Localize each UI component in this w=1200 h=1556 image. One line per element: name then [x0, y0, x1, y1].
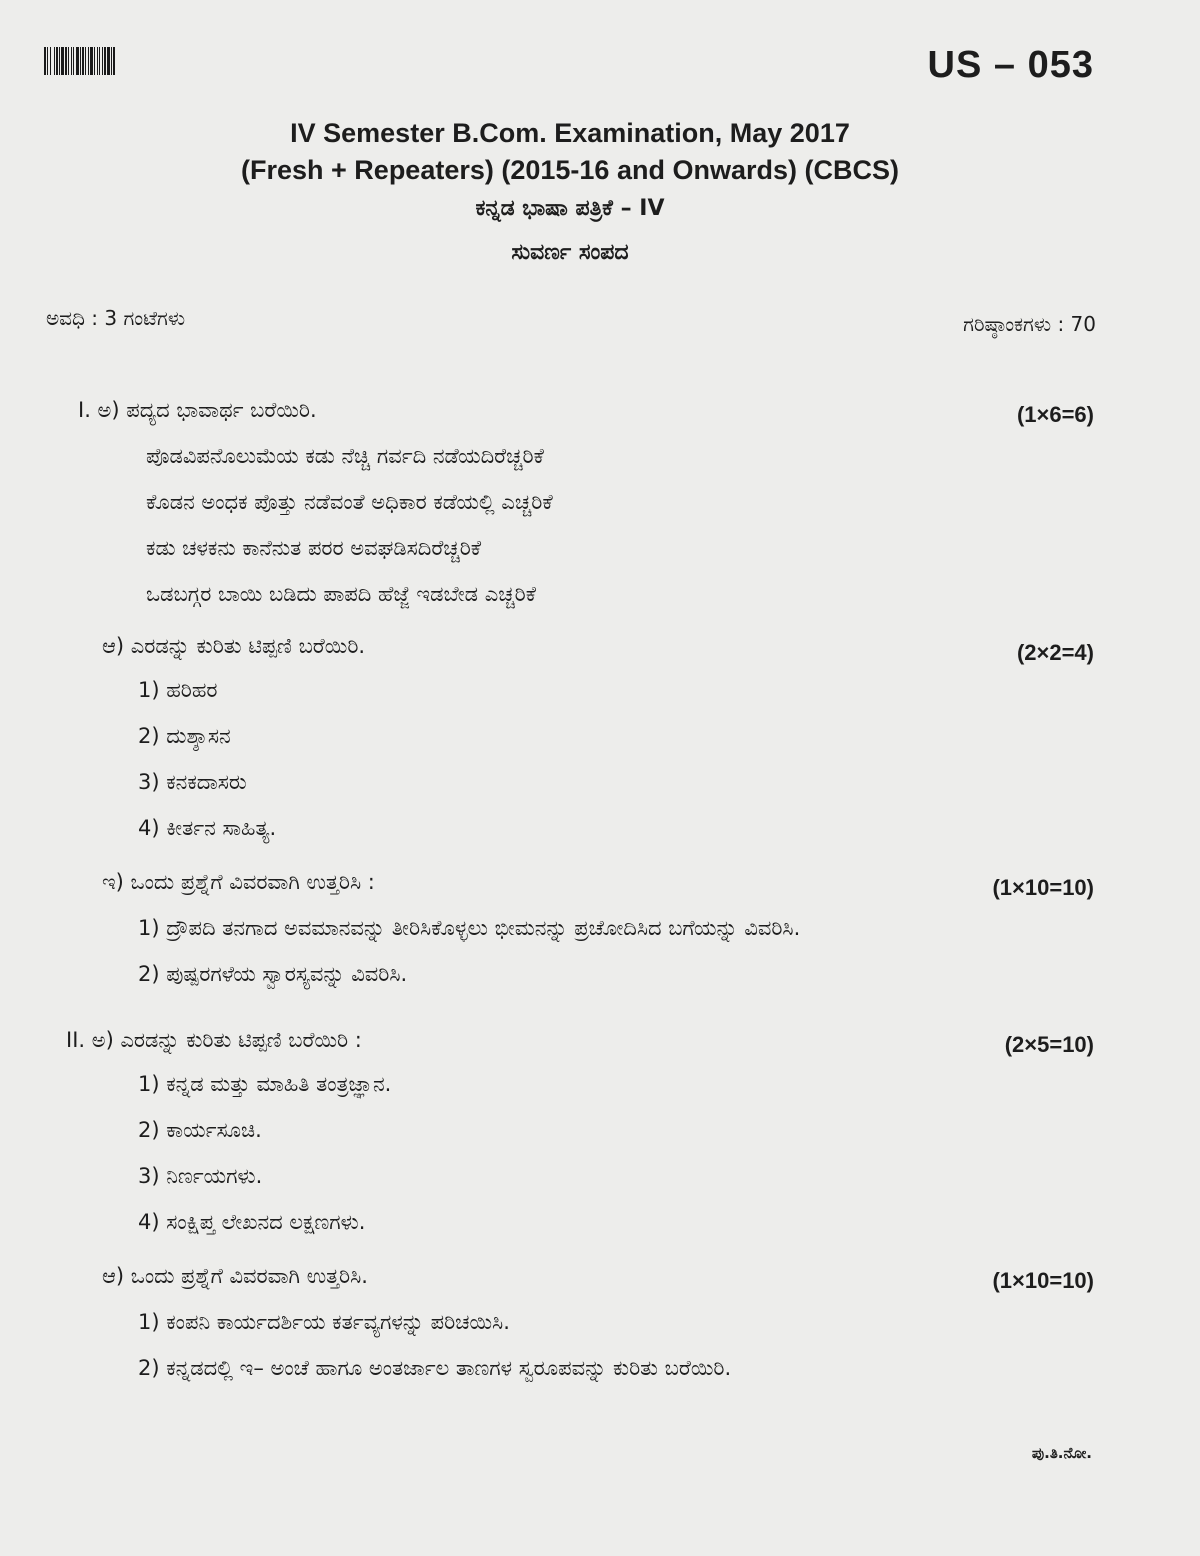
question-2a-label: II. ಅ) ಎರಡನ್ನು ಕುರಿತು ಟಿಪ್ಪಣಿ ಬರೆಯಿರಿ : [66, 1028, 362, 1052]
question-1c-marks: (1×10=10) [992, 875, 1094, 900]
question-2a-marks: (2×5=10) [1004, 1032, 1094, 1057]
list-item: 2) ಕಾರ್ಯಸೂಚಿ. [138, 1118, 262, 1142]
max-marks: ಗರಿಷ್ಠಾಂಕಗಳು : 70 [963, 312, 1096, 336]
verse-line: ಪೊಡವಿಪನೊಲುಮೆಯ ಕಡು ನೆಚ್ಚಿ ಗರ್ವದಿ ನಡೆಯದಿರೆಚ್ಚರಿಕೆ [146, 444, 544, 468]
verse-line: ಒಡಬಗ್ಗರ ಬಾಯಿ ಬಡಿದು ಪಾಪದಿ ಹೆಜ್ಜೆ ಇಡಬೇಡ ಎಚ್ಚರಿಕೆ [146, 582, 537, 606]
list-item: 1) ಕಂಪನಿ ಕಾರ್ಯದರ್ಶಿಯ ಕರ್ತವ್ಯಗಳನ್ನು ಪರಿಚಯಿಸಿ. [138, 1310, 510, 1334]
barcode [44, 47, 214, 75]
question-2b-marks: (1×10=10) [992, 1268, 1094, 1293]
exam-subtitle: (Fresh + Repeaters) (2015-16 and Onwards) (CBCS) [241, 155, 899, 185]
paper-code: US – 053 [927, 44, 1094, 86]
list-item: 2) ಕನ್ನಡದಲ್ಲಿ ಇ– ಅಂಚೆ ಹಾಗೂ ಅಂತರ್ಜಾಲ ತಾಣಗಳ ಸ್ವರೂಪವನ್ನು ಕುರಿತು ಬರೆಯಿರಿ. [138, 1356, 732, 1380]
list-item: 2) ದುಶ್ಶಾಸನ [138, 724, 231, 748]
question-1c-label: ಇ) ಒಂದು ಪ್ರಶ್ನೆಗೆ ವಿವರವಾಗಿ ಉತ್ತರಿಸಿ : [102, 870, 375, 894]
text-book-name: ಸುವರ್ಣ ಸಂಪದ [511, 240, 629, 265]
list-item: 2) ಪುಷ್ಪರಗಳೆಯ ಸ್ವಾರಸ್ಯವನ್ನು ವಿವರಿಸಿ. [138, 962, 408, 986]
paper-name: ಕನ್ನಡ ಭಾಷಾ ಪತ್ರಿಕೆ – IV [475, 196, 665, 221]
question-1b-marks: (2×2=4) [1016, 640, 1094, 665]
question-1a-marks: (1×6=6) [1016, 402, 1094, 427]
duration: ಅವಧಿ : 3 ಗಂಟೆಗಳು [46, 306, 186, 330]
list-item: 4) ಕೀರ್ತನ ಸಾಹಿತ್ಯ. [138, 816, 277, 840]
exam-title: IV Semester B.Com. Examination, May 2017 [290, 118, 850, 148]
list-item: 1) ಕನ್ನಡ ಮತ್ತು ಮಾಹಿತಿ ತಂತ್ರಜ್ಞಾನ. [138, 1072, 392, 1096]
list-item: 3) ಕನಕದಾಸರು [138, 770, 247, 794]
verse-line: ಕಡು ಚಳಕನು ಕಾನೆನುತ ಪರರ ಅವಘಡಿಸದಿರೆಚ್ಚರಿಕೆ [146, 536, 482, 560]
list-item: 1) ಹರಿಹರ [138, 678, 218, 702]
list-item: 4) ಸಂಕ್ಷಿಪ್ತ ಲೇಖನದ ಲಕ್ಷಣಗಳು. [138, 1210, 366, 1234]
question-1a-label: I. ಅ) ಪದ್ಯದ ಭಾವಾರ್ಥ ಬರೆಯಿರಿ. [78, 398, 317, 422]
question-1b-label: ಆ) ಎರಡನ್ನು ಕುರಿತು ಟಿಪ್ಪಣಿ ಬರೆಯಿರಿ. [102, 634, 366, 658]
list-item: 3) ನಿರ್ಣಯಗಳು. [138, 1164, 263, 1188]
list-item: 1) ದ್ರೌಪದಿ ತನಗಾದ ಅವಮಾನವನ್ನು ತೀರಿಸಿಕೊಳ್ಳಲು ಭೀಮನನ್ನು ಪ್ರಚೋದಿಸಿದ ಬಗೆಯನ್ನು ವಿವರಿಸಿ. [138, 916, 801, 940]
please-turn-over: ಪು.ತಿ.ನೋ. [1031, 1444, 1092, 1462]
verse-line: ಕೊಡನ ಅಂಧಕ ಪೊತ್ತು ನಡೆವಂತೆ ಅಧಿಕಾರ ಕಡೆಯಲ್ಲಿ ಎಚ್ಚರಿಕೆ [146, 490, 553, 514]
question-2b-label: ಆ) ಒಂದು ಪ್ರಶ್ನೆಗೆ ವಿವರವಾಗಿ ಉತ್ತರಿಸಿ. [102, 1264, 368, 1288]
